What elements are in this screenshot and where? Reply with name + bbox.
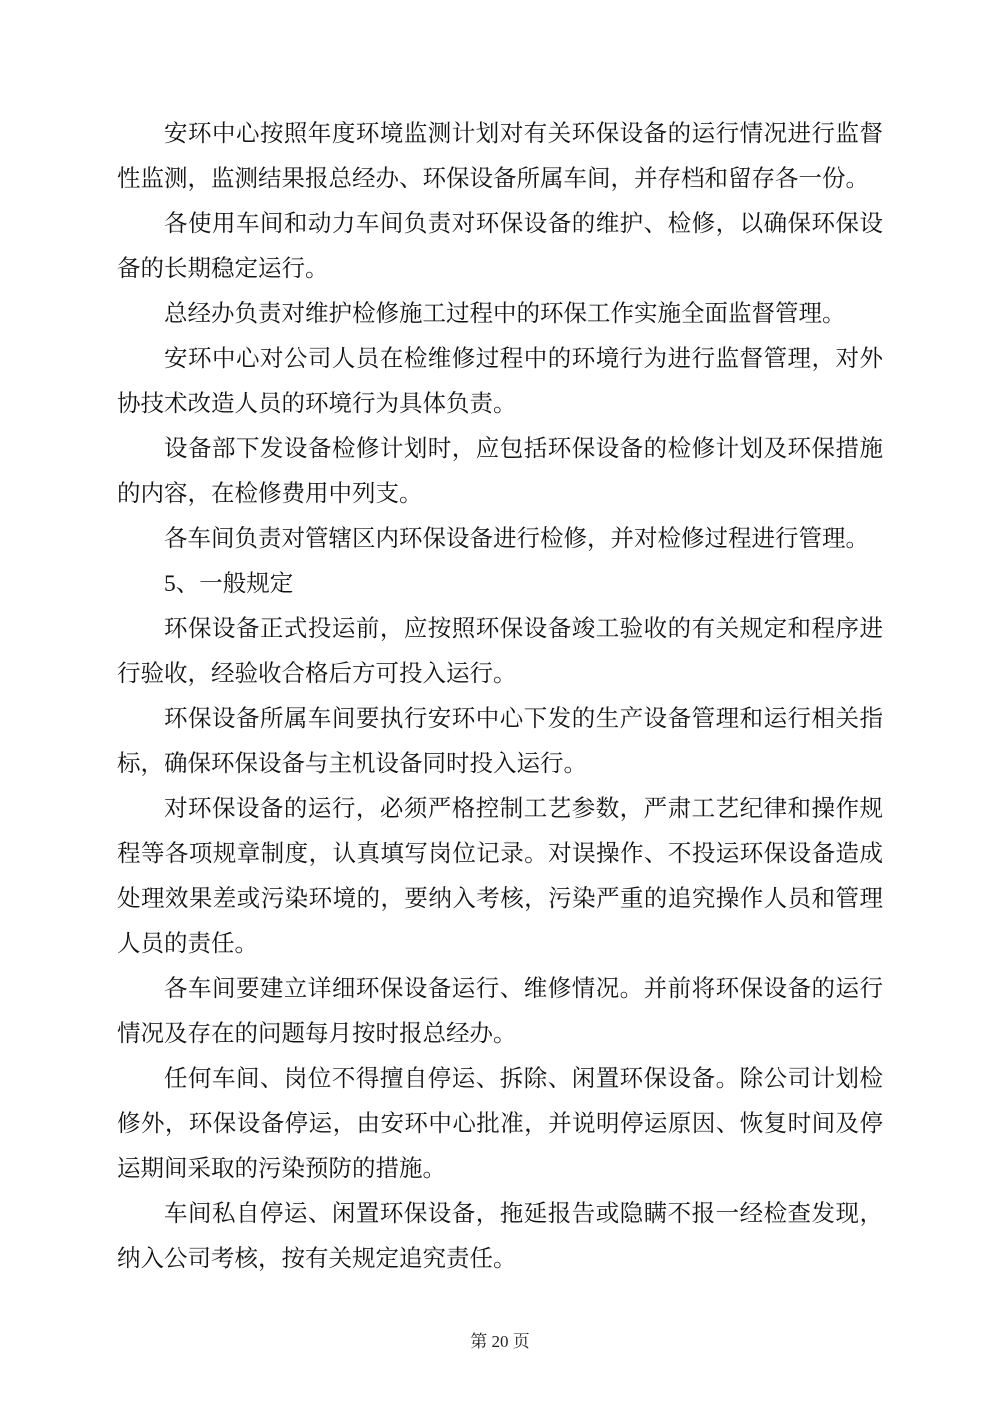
paragraph: 对环保设备的运行，必须严格控制工艺参数，严肃工艺纪律和操作规程等各项规章制度，认真填写岗位记录。对误操作、不投运环保设备造成处理效果差或污染环境的，要纳入考核，污染严重的追究操作人员和管理人员的责任。: [117, 796, 883, 957]
paragraph: 设备部下发设备检修计划时，应包括环保设备的检修计划及环保措施的内容，在检修费用中列支。: [117, 436, 883, 507]
paragraph: 安环中心对公司人员在检维修过程中的环境行为进行监督管理，对外协技术改造人员的环境行为具体负责。: [117, 346, 883, 417]
paragraph: 总经办负责对维护检修施工过程中的环保工作实施全面监督管理。: [164, 301, 846, 327]
paragraph: 环保设备所属车间要执行安环中心下发的生产设备管理和运行相关指标，确保环保设备与主机设备同时投入运行。: [117, 706, 883, 777]
paragraph: 车间私自停运、闲置环保设备，拖延报告或隐瞒不报一经检查发现，纳入公司考核，按有关规定追究责任。: [117, 1201, 883, 1272]
document-body: [117, 112, 883, 1282]
paragraph: 各车间要建立详细环保设备运行、维修情况。并前将环保设备的运行情况及存在的问题每月按时报总经办。: [117, 976, 883, 1047]
page-number: 第 20 页: [470, 1332, 530, 1351]
section-heading: 5、一般规定: [164, 571, 294, 597]
paragraph: 安环中心按照年度环境监测计划对有关环保设备的运行情况进行监督性监测，监测结果报总经办、环保设备所属车间，并存档和留存各一份。: [117, 121, 883, 192]
paragraph: 任何车间、岗位不得擅自停运、拆除、闲置环保设备。除公司计划检修外，环保设备停运，由安环中心批准，并说明停运原因、恢复时间及停运期间采取的污染预防的措施。: [117, 1066, 883, 1182]
paragraph: 各使用车间和动力车间负责对环保设备的维护、检修，以确保环保设备的长期稳定运行。: [117, 211, 883, 282]
page-number-footer: [0, 1329, 1000, 1355]
paragraph: 各车间负责对管辖区内环保设备进行检修，并对检修过程进行管理。: [164, 526, 869, 552]
paragraph: 环保设备正式投运前，应按照环保设备竣工验收的有关规定和程序进行验收，经验收合格后方可投入运行。: [117, 616, 883, 687]
